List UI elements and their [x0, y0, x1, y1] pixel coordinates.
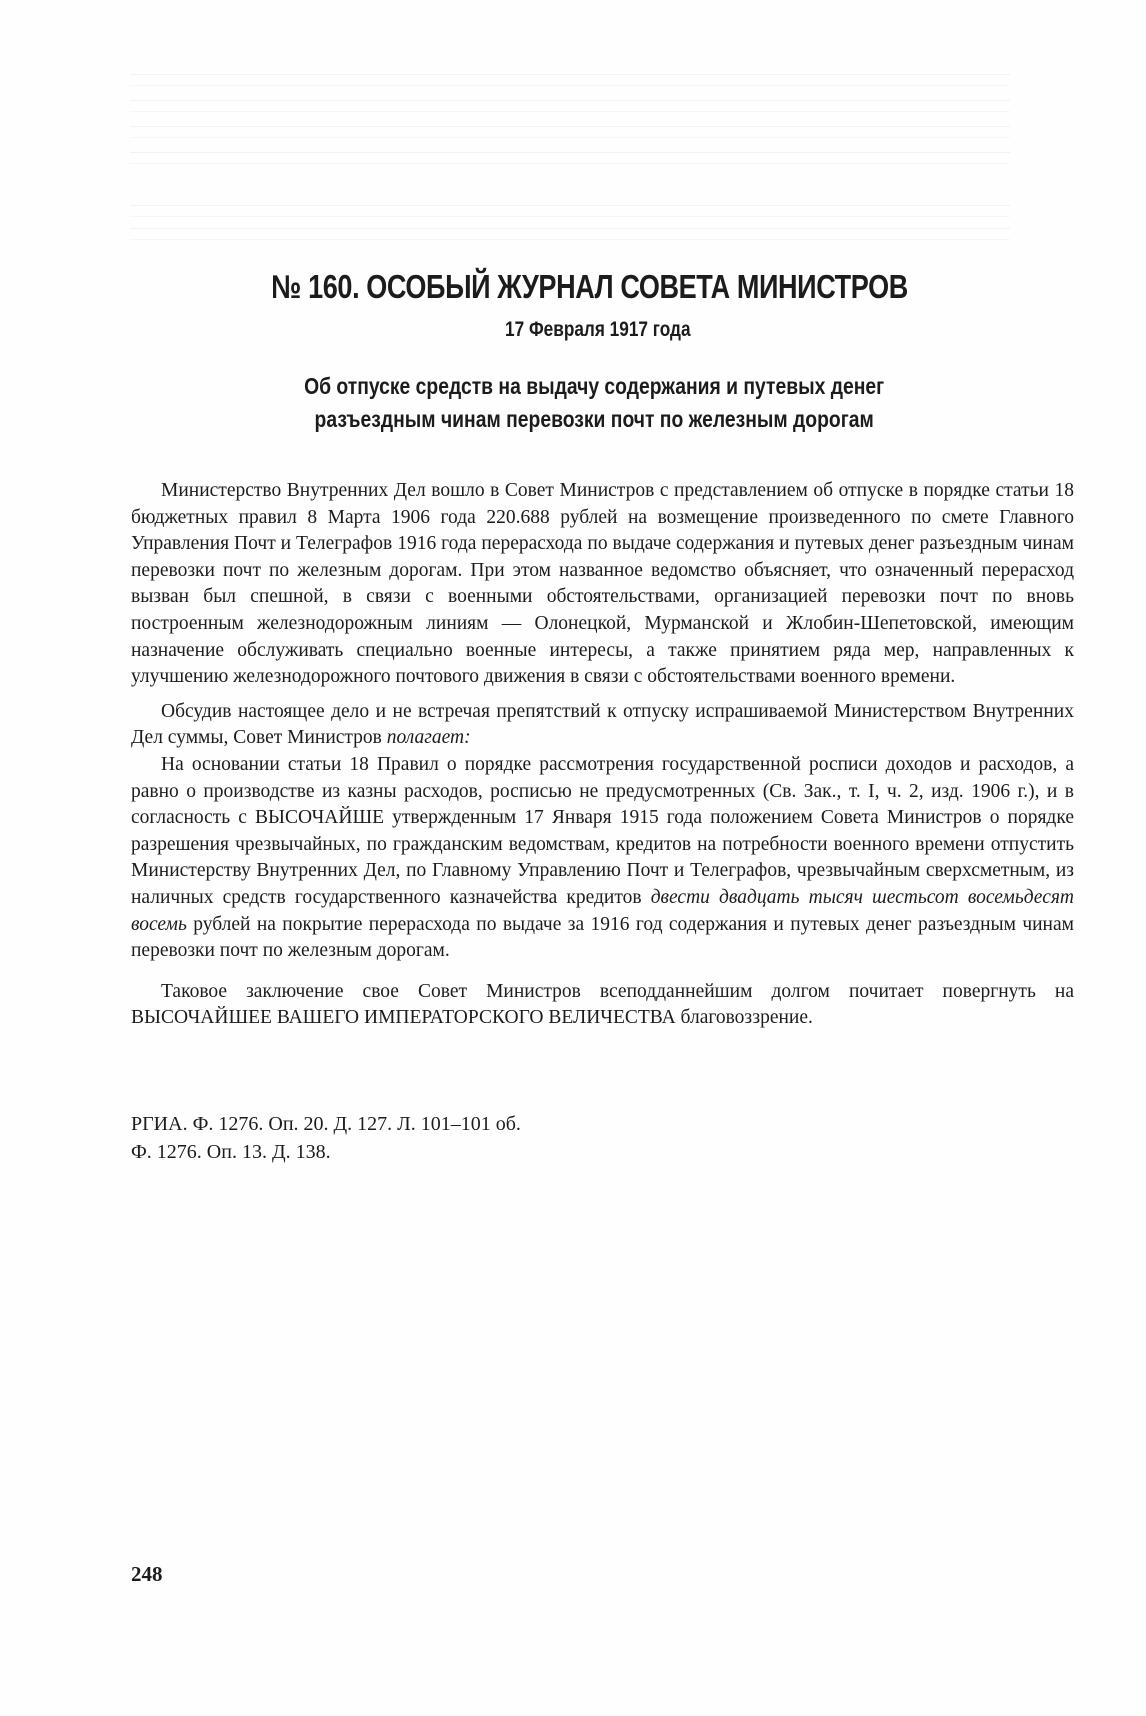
- paragraph-3-text-b: рублей на покрытие перерасхода по выдаче за 1916 год содержания и путевых денег разъездным чинам перевозки почт по железным дорогам.: [131, 913, 1074, 962]
- bleed-through: [130, 228, 1010, 240]
- paragraph-3: [131, 752, 1074, 965]
- document-date: 17 Февраля 1917 года: [505, 318, 691, 341]
- paragraph-2-text: Обсудив настоящее дело и не встречая препятствий к отпуску испрашиваемой Министерством Внутренних Дел суммы, Совет Министров: [131, 700, 1074, 749]
- document-title: № 160. ОСОБЫЙ ЖУРНАЛ СОВЕТА МИНИСТРОВ: [271, 268, 908, 305]
- subtitle-line-2: разъездным чинам перевозки почт по железным дорогам: [314, 406, 874, 432]
- archive-reference-1: РГИА. Ф. 1276. Оп. 20. Д. 127. Л. 101–101 об.: [131, 1113, 521, 1135]
- bleed-through: [130, 100, 1010, 112]
- document-body: [131, 478, 1074, 1032]
- paragraph-3-italic: двести двадцать тысяч шестьсот восемьдесят восемь: [131, 886, 1075, 935]
- page-number: 248: [131, 1562, 163, 1586]
- archive-references: [131, 1110, 521, 1166]
- paragraph-3-text-a: На основании статьи 18 Правил о порядке рассмотрения государственной росписи доходов и расходов, а равно о производстве из казны расходов, росписью не предусмотренных (Св. Зак., т. I, ч. 2, изд. 1906 г.), и в согласность с ВЫСОЧАЙШЕ утвержденным 17 Января 1915 года положением Совета Министров о порядке разрешения чрезвычайных, по гражданским ведомствам, кредитов на потребности военного времени отпустить Министерству Внутренних Дел, по Главному Управлению Почт и Телеграфов, чрезвычайным сверхсметным, из наличных средств государственного казначейства кредитов: [131, 753, 1074, 908]
- paragraph-4: Таковое заключение свое Совет Министров всеподданнейшим долгом почитает повергнуть на ВЫСОЧАЙШЕЕ ВАШЕГО ИМПЕРАТОРСКОГО ВЕЛИЧЕСТВА благовоззрение.: [131, 980, 1074, 1029]
- paragraph-2-italic: полагает:: [386, 727, 471, 749]
- document-subtitle: [92, 370, 1055, 436]
- bleed-through: [130, 74, 1010, 86]
- paragraph-1: Министерство Внутренних Дел вошло в Совет Министров с представлением об отпуске в порядке статьи 18 бюджетных правил 8 Марта 1906 года 220.688 рублей на возмещение произведенного по смете Главного Управления Почт и Телеграфов 1916 года перерасхода по выдаче содержания и путевых денег разъездным чинам перевозки почт по железным дорогам. При этом названное ведомство объясняет, что означенный перерасход вызван был спешной, в связи с военными обстоятельствами, организацией перевозки почт по вновь построенным железнодорожным линиям — Олонецкой, Мурманской и Жлобин-Шепетовской, имеющим назначение обслуживать специально военные интересы, а также принятием ряда мер, направленных к улучшению железнодорожного почтового движения в связи с обстоятельствами военного времени.: [131, 480, 1074, 688]
- bleed-through: [130, 126, 1010, 138]
- subtitle-line-1: Об отпуске средств на выдачу содержания и путевых денег: [304, 373, 885, 399]
- bleed-through: [130, 205, 1010, 217]
- bleed-through: [130, 152, 1010, 164]
- paragraph-2: [131, 699, 1074, 752]
- archive-reference-2: Ф. 1276. Оп. 13. Д. 138.: [131, 1141, 331, 1163]
